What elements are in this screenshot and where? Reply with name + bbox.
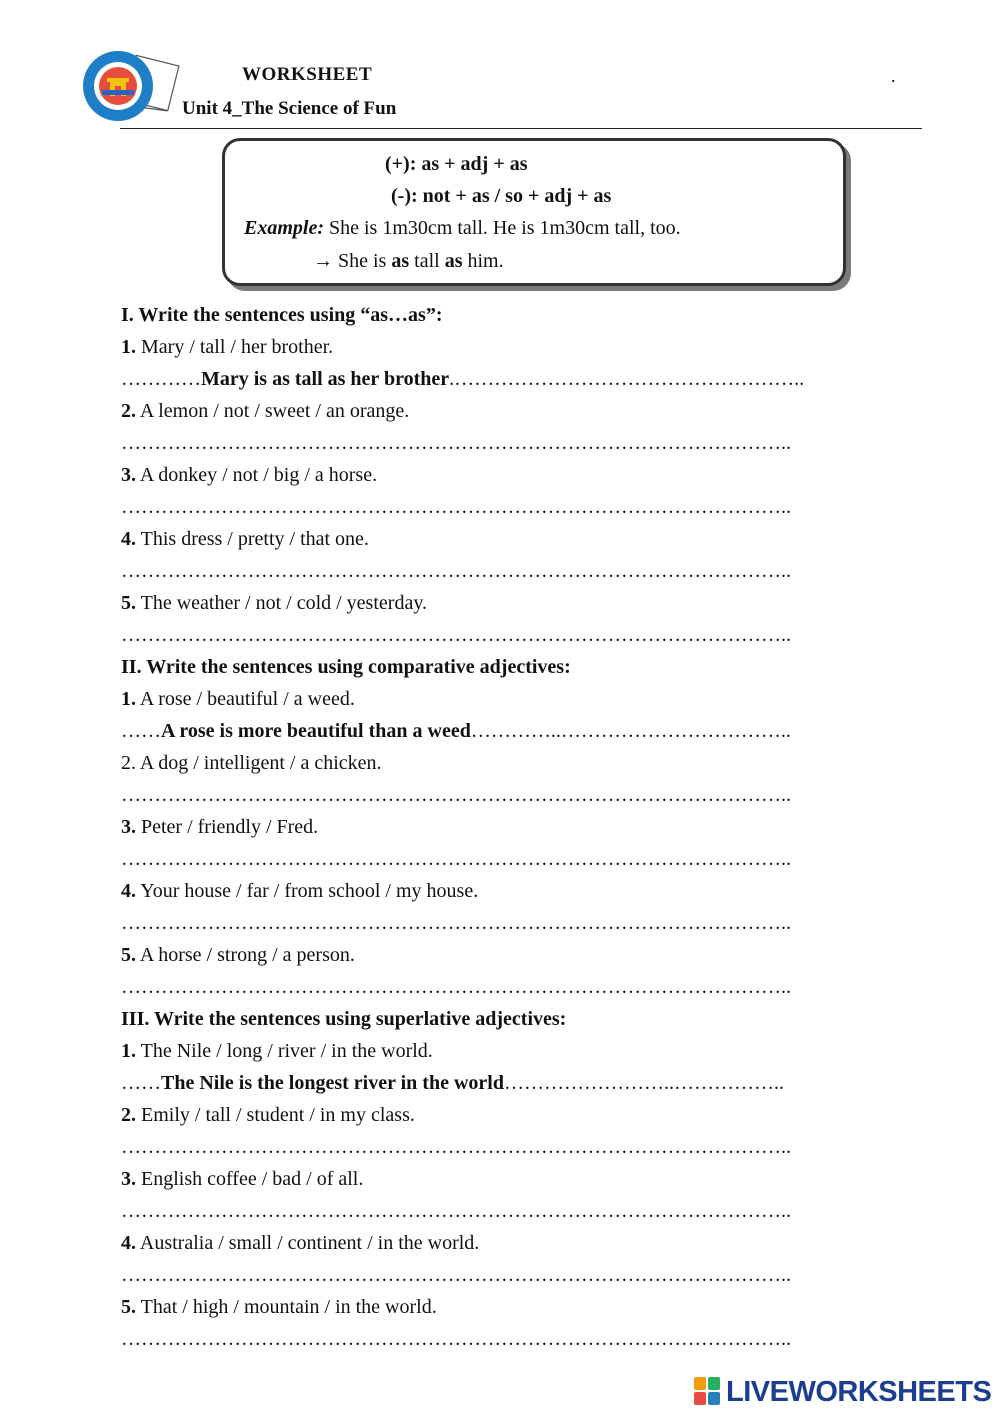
question-prompt <box>121 395 941 427</box>
unit-title: Unit 4_The Science of Fun <box>182 98 397 119</box>
answer-text: The Nile is the longest river in the world <box>161 1072 504 1094</box>
question-prompt <box>121 875 941 907</box>
question-text: Mary / tall / her brother. <box>136 336 334 358</box>
question-text: Peter / friendly / Fred. <box>136 816 319 838</box>
answer-blank-line[interactable]: ……………………………………………………………………………………….. <box>121 784 791 806</box>
liveworksheets-mark-icon <box>694 1377 722 1407</box>
exercise-list <box>121 299 941 1355</box>
question-prompt <box>121 939 941 971</box>
question-text: Emily / tall / student / in my class. <box>136 1104 415 1126</box>
sample-answer: …………Mary is as tall as her brother.…………………………………………….. <box>121 368 805 390</box>
question-number: 2. <box>121 1104 136 1126</box>
answer-text: A rose is more beautiful than a weed <box>161 720 471 742</box>
question-text: The Nile / long / river / in the world. <box>136 1040 433 1062</box>
answer-blank-line[interactable]: ……………………………………………………………………………………….. <box>121 1136 791 1158</box>
question-number: 2. <box>121 400 136 422</box>
question-number: 5. <box>121 1296 136 1318</box>
answer-blank-line[interactable]: ……………………………………………………………………………………….. <box>121 848 791 870</box>
liveworksheets-logo <box>694 1374 991 1410</box>
question-prompt <box>121 587 941 619</box>
section-heading: I. Write the sentences using “as…as”: <box>121 304 443 326</box>
sample-answer: ……The Nile is the longest river in the world……………………..…………….. <box>121 1072 784 1094</box>
answer-text: Mary is as tall as her brother <box>201 368 450 390</box>
question-prompt <box>121 1291 941 1323</box>
answer-blank-line[interactable]: ……………………………………………………………………………………….. <box>121 432 791 454</box>
question-number: 4. <box>121 880 136 902</box>
question-prompt <box>121 811 941 843</box>
corner-mark: . <box>891 66 896 86</box>
question-prompt <box>121 331 941 363</box>
question-text: A rose / beautiful / a weed. <box>136 688 355 710</box>
question-text: Australia / small / continent / in the world. <box>136 1232 480 1254</box>
school-logo <box>80 48 180 124</box>
question-text: This dress / pretty / that one. <box>136 528 369 550</box>
answer-blank-line[interactable]: ……………………………………………………………………………………….. <box>121 912 791 934</box>
answer-blank-line[interactable]: ……………………………………………………………………………………….. <box>121 1264 791 1286</box>
answer-blank-line[interactable]: ……………………………………………………………………………………….. <box>121 560 791 582</box>
question-text: A lemon / not / sweet / an orange. <box>136 400 410 422</box>
question-number: 3. <box>121 816 136 838</box>
section-heading: II. Write the sentences using comparative adjectives: <box>121 656 571 678</box>
header-divider <box>120 128 922 129</box>
answer-blank-line[interactable]: ……………………………………………………………………………………….. <box>121 1328 791 1350</box>
question-number: 3. <box>121 464 136 486</box>
answer-blank-line[interactable]: ……………………………………………………………………………………….. <box>121 624 791 646</box>
question-prompt <box>121 1163 941 1195</box>
question-text: Your house / far / from school / my house. <box>136 880 479 902</box>
example-label: Example: <box>244 217 324 239</box>
section-heading: III. Write the sentences using superlative adjectives: <box>121 1008 567 1030</box>
sample-answer: ……A rose is more beautiful than a weed…………..…………………………….. <box>121 720 791 742</box>
question-number: 4. <box>121 1232 136 1254</box>
worksheet-title: WORKSHEET <box>242 64 373 85</box>
question-text: That / high / mountain / in the world. <box>136 1296 437 1318</box>
question-number: 2. <box>121 752 136 774</box>
question-number: 4. <box>121 528 136 550</box>
answer-blank-line[interactable]: ……………………………………………………………………………………….. <box>121 496 791 518</box>
liveworksheets-brand: LIVEWORKSHEETS <box>726 1375 992 1408</box>
positive-rule: (+): as + adj + as <box>385 153 528 175</box>
question-text: A donkey / not / big / a horse. <box>136 464 378 486</box>
question-number: 1. <box>121 1040 136 1062</box>
question-number: 1. <box>121 688 136 710</box>
question-text: English coffee / bad / of all. <box>136 1168 364 1190</box>
answer-blank-line[interactable]: ……………………………………………………………………………………….. <box>121 1200 791 1222</box>
question-prompt <box>121 523 941 555</box>
question-number: 3. <box>121 1168 136 1190</box>
example-line <box>244 217 681 240</box>
question-number: 1. <box>121 336 136 358</box>
question-number: 5. <box>121 592 136 614</box>
arrow-icon: → <box>313 250 333 272</box>
question-text: A dog / intelligent / a chicken. <box>136 752 382 774</box>
question-prompt <box>121 1099 941 1131</box>
example-result: → She is as tall as him. <box>313 250 504 272</box>
question-prompt <box>121 459 941 491</box>
answer-blank-line[interactable]: ……………………………………………………………………………………….. <box>121 976 791 998</box>
negative-rule: (-): not + as / so + adj + as <box>391 185 612 207</box>
question-text: The weather / not / cold / yesterday. <box>136 592 428 614</box>
question-prompt <box>121 747 941 779</box>
example-text: She is 1m30cm tall. He is 1m30cm tall, too. <box>324 217 681 239</box>
question-text: A horse / strong / a person. <box>136 944 355 966</box>
grammar-rule-box <box>222 138 846 286</box>
question-number: 5. <box>121 944 136 966</box>
question-prompt <box>121 1227 941 1259</box>
question-prompt <box>121 683 941 715</box>
question-prompt <box>121 1035 941 1067</box>
